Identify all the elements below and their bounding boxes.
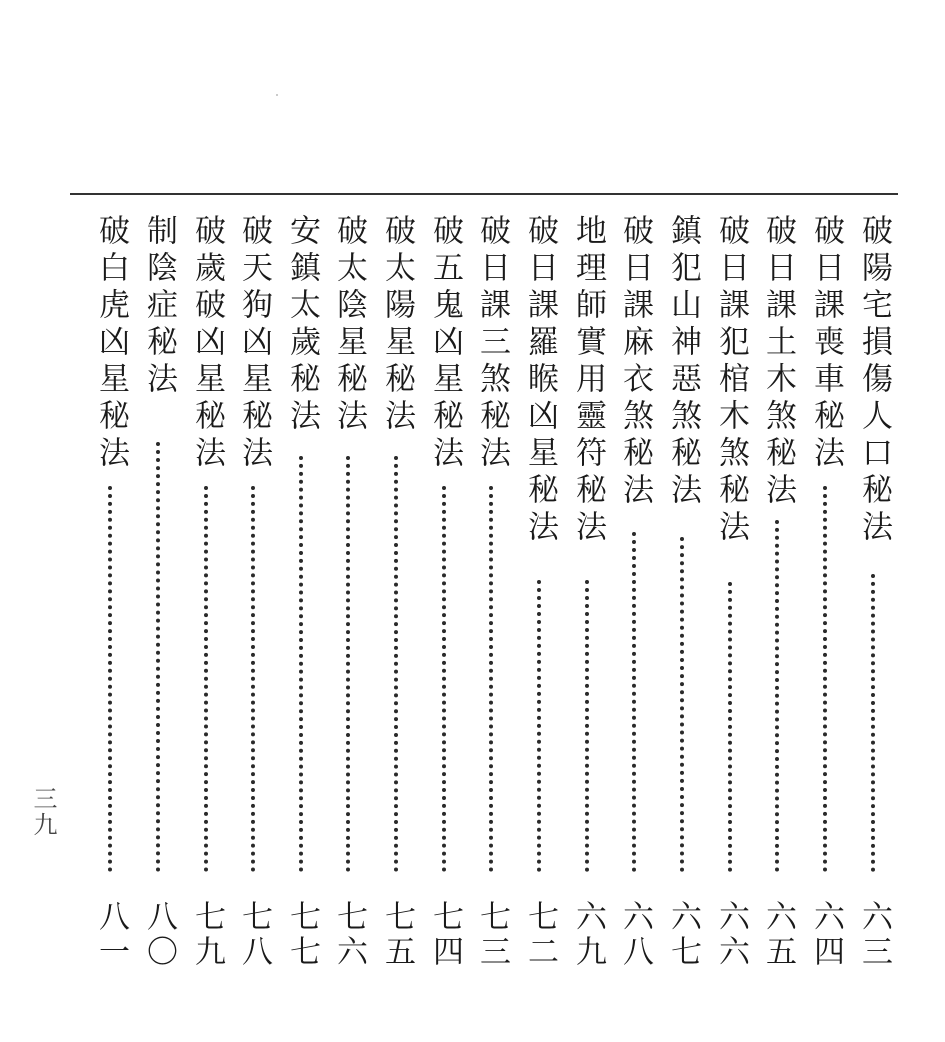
toc-entry-title: 破日課麻衣煞秘法 xyxy=(617,214,653,510)
dot-leader xyxy=(251,486,259,872)
toc-entry-page: 六三 xyxy=(856,900,892,970)
toc-entry-page: 六四 xyxy=(808,900,844,970)
toc-entry[interactable] xyxy=(804,214,848,974)
toc-entry-title: 破日課土木煞秘法 xyxy=(760,214,796,510)
toc-entry[interactable] xyxy=(613,214,657,974)
dot-leader xyxy=(680,537,688,872)
page-number: 三九 xyxy=(29,786,57,838)
dot-leader xyxy=(871,574,879,872)
toc-entry-title: 破歲破凶星秘法 xyxy=(189,214,225,473)
toc-entry-page: 六五 xyxy=(760,900,796,970)
dot-leader xyxy=(442,486,450,872)
toc-entry-title: 制陰症秘法 xyxy=(141,214,177,399)
toc-entry[interactable] xyxy=(375,214,419,974)
dot-leader xyxy=(775,520,783,872)
toc-entry-page: 六六 xyxy=(713,900,749,970)
toc-entry-title: 破太陰星秘法 xyxy=(331,214,367,436)
toc-entry[interactable] xyxy=(566,214,610,974)
toc-entry-title: 安鎮太歲秘法 xyxy=(284,214,320,436)
toc-entry-title: 破白虎凶星秘法 xyxy=(93,214,129,473)
toc-entry[interactable] xyxy=(89,214,133,974)
dot-leader xyxy=(537,580,545,872)
toc-entry[interactable] xyxy=(518,214,562,974)
dot-leader xyxy=(489,486,497,872)
toc-entry[interactable] xyxy=(709,214,753,974)
toc-entry-page: 八〇 xyxy=(141,900,177,970)
toc-entry-title: 地理師實用靈符秘法 xyxy=(570,214,606,547)
toc-entry[interactable] xyxy=(327,214,371,974)
dot-leader xyxy=(346,456,354,872)
dot-leader xyxy=(823,486,831,872)
toc-entry-page: 七八 xyxy=(236,900,272,970)
toc-entry-page: 六七 xyxy=(665,900,701,970)
toc-entry-title: 破日課犯棺木煞秘法 xyxy=(713,214,749,547)
toc-entry-title: 破太陽星秘法 xyxy=(379,214,415,436)
toc-entry[interactable] xyxy=(756,214,800,974)
dot-leader xyxy=(299,456,307,872)
toc-entry[interactable] xyxy=(137,214,181,974)
dot-leader xyxy=(204,486,212,872)
toc-entry-title: 破日課羅睺凶星秘法 xyxy=(522,214,558,547)
toc-entry-title: 破天狗凶星秘法 xyxy=(236,214,272,473)
toc-entry-title: 破日課喪車秘法 xyxy=(808,214,844,473)
toc-entry-title: 鎮犯山神惡煞秘法 xyxy=(665,214,701,510)
toc-entry[interactable] xyxy=(423,214,467,974)
dot-leader xyxy=(394,456,402,872)
toc-entry[interactable] xyxy=(661,214,705,974)
toc-entry[interactable] xyxy=(852,214,896,974)
toc-entry-page: 六八 xyxy=(617,900,653,970)
dot-leader xyxy=(108,486,116,872)
toc-entry-page: 八一 xyxy=(93,900,129,970)
toc-entry-page: 七六 xyxy=(331,900,367,970)
toc-entry-page: 七五 xyxy=(379,900,415,970)
toc-entry-page: 六九 xyxy=(570,900,606,970)
toc-entry-title: 破陽宅損傷人口秘法 xyxy=(856,214,892,547)
toc-entry[interactable] xyxy=(185,214,229,974)
dot-leader xyxy=(632,532,640,872)
toc-entry[interactable] xyxy=(232,214,276,974)
toc-entry-page: 七九 xyxy=(189,900,225,970)
dot-leader xyxy=(156,442,164,872)
toc-entry[interactable] xyxy=(280,214,324,974)
toc-entry-page: 七四 xyxy=(427,900,463,970)
dot-leader xyxy=(585,580,593,872)
toc-entry-title: 破日課三煞秘法 xyxy=(474,214,510,473)
toc-entry-page: 七七 xyxy=(284,900,320,970)
dot-leader xyxy=(728,582,736,872)
toc-entry-page: 七三 xyxy=(474,900,510,970)
toc-entry-title: 破五鬼凶星秘法 xyxy=(427,214,463,473)
toc-entry[interactable] xyxy=(470,214,514,974)
toc-entry-page: 七二 xyxy=(522,900,558,970)
